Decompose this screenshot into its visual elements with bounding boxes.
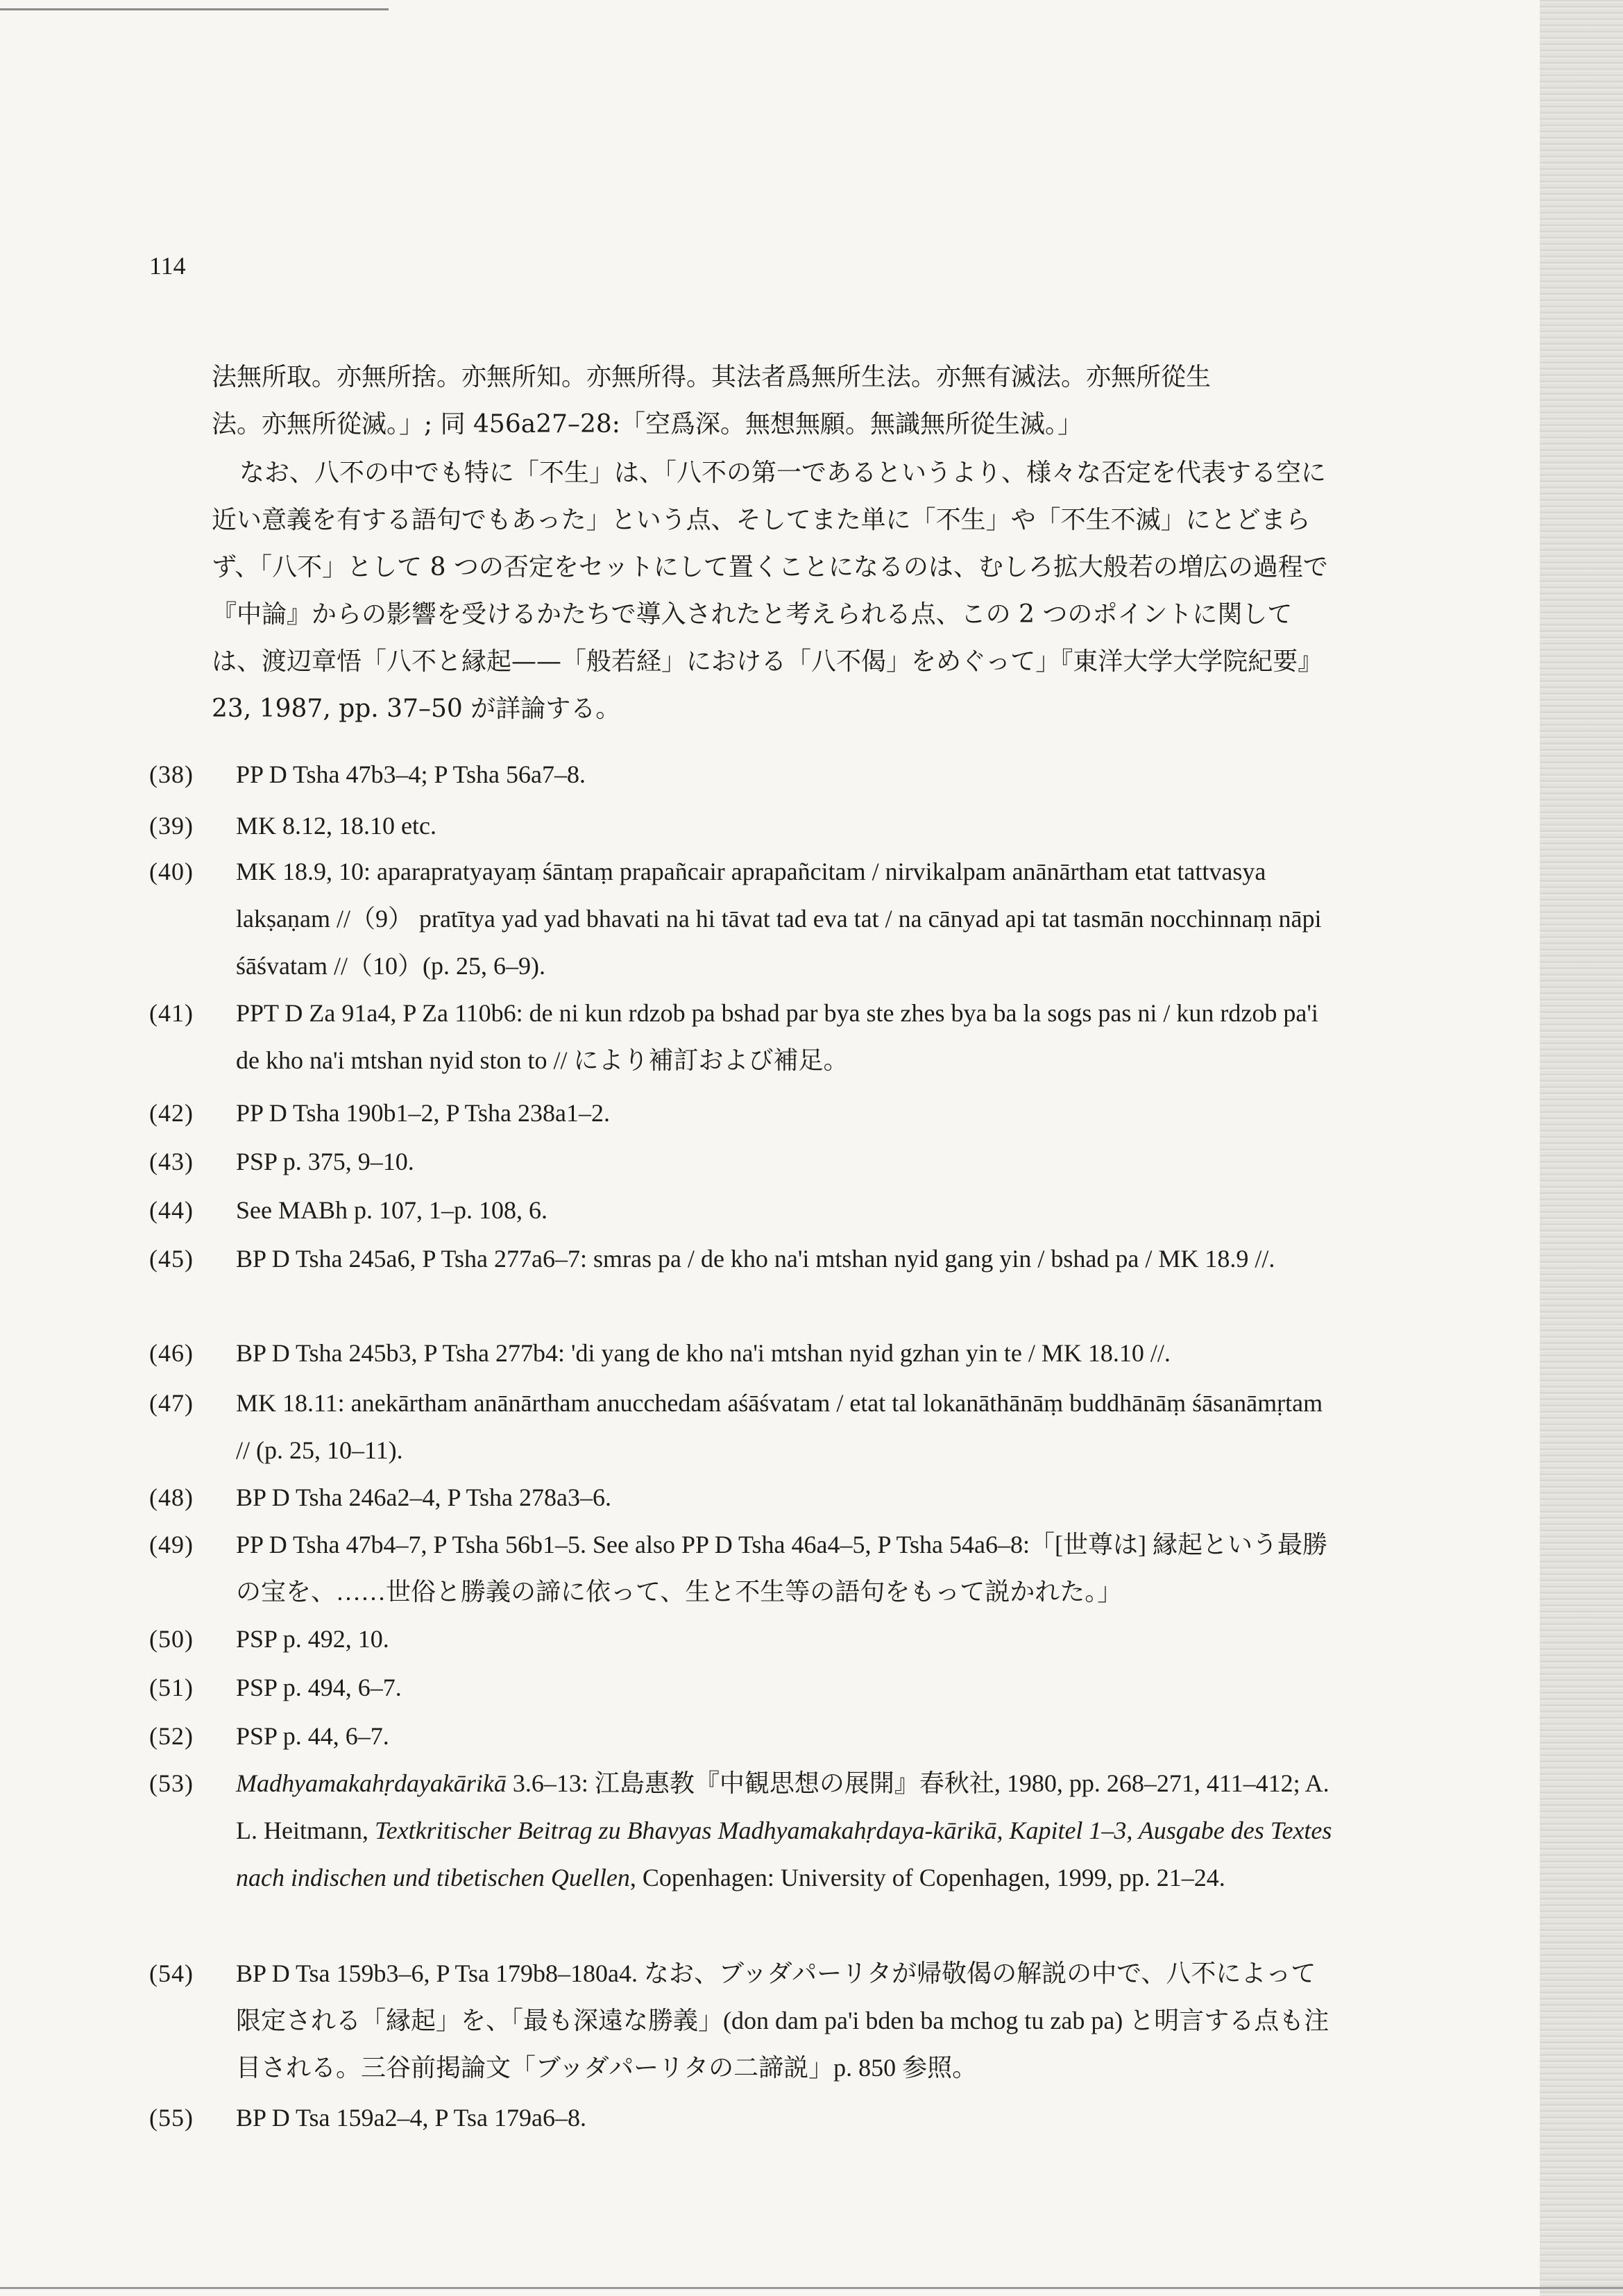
- note-number: (46): [149, 1339, 194, 1367]
- note-53: [149, 1760, 1336, 1901]
- note-45: [149, 1235, 1336, 1282]
- note-text: [236, 1760, 1336, 1901]
- note-52: [149, 1712, 1336, 1760]
- note-number: (52): [149, 1722, 194, 1750]
- note-54: [149, 1950, 1336, 2091]
- page-number: 114: [149, 252, 186, 280]
- note-39: [149, 802, 1336, 849]
- note-text: PSP p. 375, 9–10.: [236, 1148, 414, 1175]
- note-number: (45): [149, 1245, 194, 1273]
- note-title-italic: Madhyamakahṛdayakārikā: [236, 1769, 507, 1797]
- note-46: [149, 1329, 1336, 1377]
- note-number: (49): [149, 1531, 194, 1558]
- note-number: (54): [149, 1959, 194, 1987]
- note-number: (47): [149, 1389, 194, 1417]
- note-number: (53): [149, 1769, 194, 1797]
- note-text: MK 18.11: anekārtham anānārtham anucchedam aśāśvatam / etat tal lokanāthānāṃ buddhānāṃ śāsanāmṛtam // (p. 25, 10–11).: [236, 1389, 1323, 1464]
- note-text-segment: 3.6–13: 江島惠教『中観思想の展開』春秋社, 1980, pp. 268–271, 411–412; A. L. Heitmann,: [236, 1769, 1329, 1844]
- note-number: (48): [149, 1483, 194, 1511]
- note-number: (40): [149, 858, 194, 885]
- intro-line-2: 法。亦無所從滅。」; 同 456a27–28:「空爲深。無想無願。無識無所從生滅。」: [212, 410, 1082, 439]
- intro-paragraph: なお、八不の中でも特に「不生」は、「八不の第一であるというより、様々な否定を代表する空に近い意義を有する語句でもあった」という点、そしてまた単に「不生」や「不生不滅」にとどまらず、「八不」として 8 つの否定をセットにして置くことになるのは、むしろ拡大般若の増広の過程で『中論』からの影響を受けるかたちで導入されたと考えられる点、この 2 つのポイントに関しては、渡辺章悟「八不と縁起——「般若経」における「八不偈」をめぐって」『東洋大学大学院紀要』23, 1987, pp. 37–50 が詳論する。: [212, 459, 1328, 723]
- note-number: (55): [149, 2104, 194, 2132]
- note-text: PSP p. 44, 6–7.: [236, 1722, 389, 1750]
- note-44: [149, 1187, 1336, 1234]
- intro-line-1: 法無所取。亦無所捨。亦無所知。亦無所得。其法者爲無所生法。亦無有滅法。亦無所從生: [212, 363, 1212, 391]
- note-41: [149, 989, 1336, 1084]
- note-text: MK 18.9, 10: aparapratyayaṃ śāntaṃ prapañcair aprapañcitam / nirvikalpam anānārtham etat tattvasya lakṣaṇam //（9） pratītya yad yad bhavati na hi tāvat tad eva tat / na cānyad api tat tasmān nocchinnaṃ nāpi śāśvatam //（10）(p. 25, 6–9).: [236, 858, 1322, 980]
- note-title-italic: Textkritischer Beitrag zu Bhavyas Madhyamakahṛdaya-kārikā, Kapitel 1–3, Ausgabe des Textes nach indischen und tibetischen Quellen: [236, 1817, 1332, 1891]
- note-48: [149, 1474, 1336, 1521]
- note-text: PSP p. 492, 10.: [236, 1625, 389, 1653]
- note-number: (38): [149, 760, 194, 788]
- note-number: (39): [149, 812, 194, 840]
- scan-bottom-line: [0, 2287, 1623, 2289]
- note-number: (42): [149, 1099, 194, 1127]
- note-number: (51): [149, 1674, 194, 1701]
- note-text: PP D Tsha 47b3–4; P Tsha 56a7–8.: [236, 760, 586, 788]
- note-text: BP D Tsa 159a2–4, P Tsa 179a6–8.: [236, 2104, 586, 2132]
- note-40: [149, 848, 1336, 989]
- note-text: BP D Tsha 246a2–4, P Tsha 278a3–6.: [236, 1483, 611, 1511]
- scan-top-line: [0, 8, 389, 10]
- note-text: BP D Tsa 159b3–6, P Tsa 179b8–180a4. なお、ブッダパーリタが帰敬偈の解説の中で、八不によって限定される「縁起」を、「最も深遠な勝義」(don dam pa'i bden ba mchog tu zab pa) と明言する点も注目される。三谷前掲論文「ブッダパーリタの二諦説」p. 850 参照。: [236, 1959, 1329, 2082]
- note-47: [149, 1379, 1336, 1474]
- note-text: PPT D Za 91a4, P Za 110b6: de ni kun rdzob pa bshad par bya ste zhes bya ba la sogs pas ni / kun rdzob pa'i de kho na'i mtshan nyid ston to // により補訂および補足。: [236, 999, 1318, 1074]
- note-43: [149, 1138, 1336, 1185]
- note-number: (41): [149, 999, 194, 1027]
- note-text: BP D Tsha 245a6, P Tsha 277a6–7: smras pa / de kho na'i mtshan nyid gang yin / bshad pa / MK 18.9 //.: [236, 1245, 1275, 1273]
- note-49: [149, 1521, 1336, 1615]
- note-text-segment: , Copenhagen: University of Copenhagen, 1999, pp. 21–24.: [629, 1864, 1225, 1891]
- note-text: MK 8.12, 18.10 etc.: [236, 812, 436, 840]
- note-text: PP D Tsha 190b1–2, P Tsha 238a1–2.: [236, 1099, 610, 1127]
- scan-edge-shadow: [1540, 0, 1623, 2296]
- note-51: [149, 1664, 1336, 1711]
- note-text: PSP p. 494, 6–7.: [236, 1674, 402, 1701]
- note-38: [149, 751, 1336, 798]
- note-text: BP D Tsha 245b3, P Tsha 277b4: 'di yang de kho na'i mtshan nyid gzhan yin te / MK 18.10 //.: [236, 1339, 1171, 1367]
- note-number: (50): [149, 1625, 194, 1653]
- note-text: See MABh p. 107, 1–p. 108, 6.: [236, 1196, 547, 1224]
- note-text: PP D Tsha 47b4–7, P Tsha 56b1–5. See also PP D Tsha 46a4–5, P Tsha 54a6–8:「[世尊は] 縁起という最勝の宝を、……世俗と勝義の諦に依って、生と不生等の語句をもって説かれた。」: [236, 1531, 1327, 1606]
- note-number: (43): [149, 1148, 194, 1175]
- note-number: (44): [149, 1196, 194, 1224]
- note-50: [149, 1615, 1336, 1663]
- note-42: [149, 1089, 1336, 1137]
- note-55: [149, 2094, 1336, 2141]
